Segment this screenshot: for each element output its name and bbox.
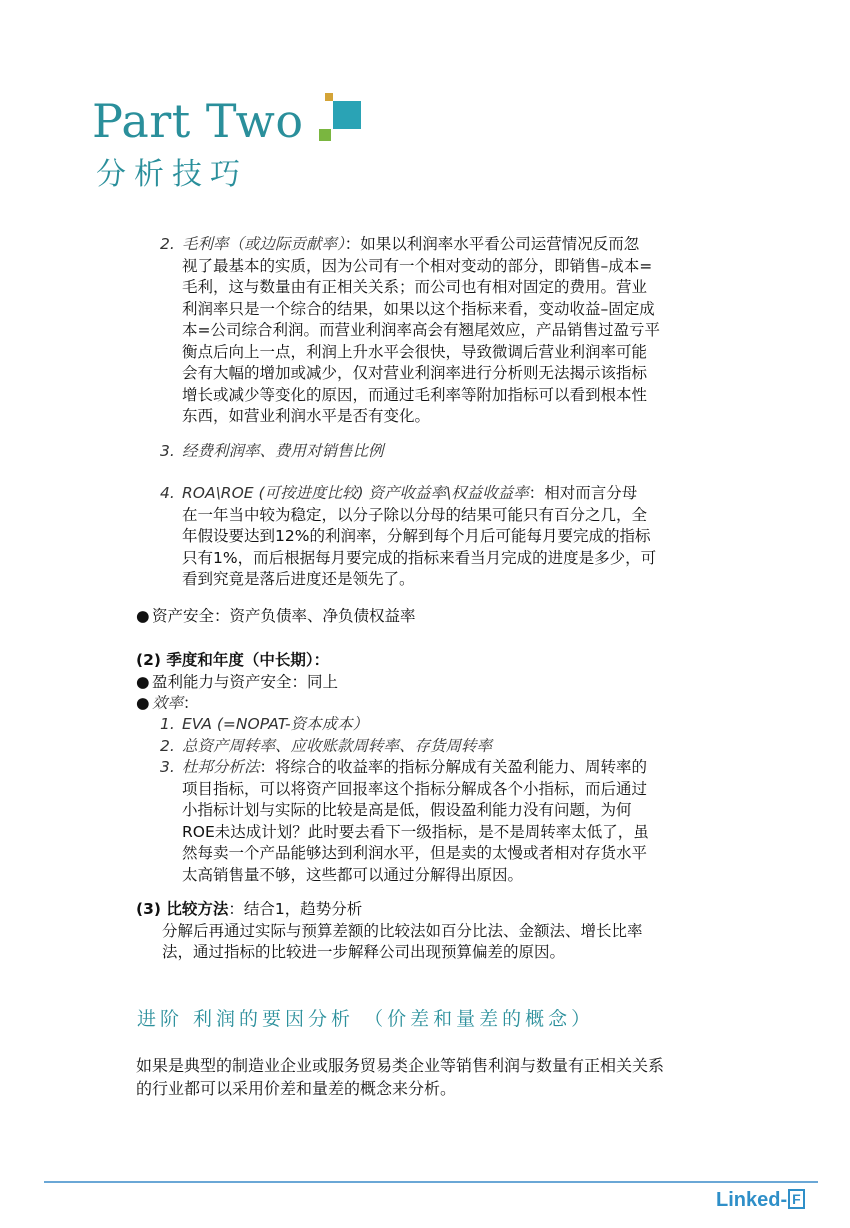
eff-3-line-6: 太高销售量不够，这些都可以通过分解得出原因。 [182,865,524,884]
item-2 [160,234,720,428]
eff-1-number: 1. [160,715,175,733]
footer-divider [44,1181,818,1183]
bullet-icon: ● [136,672,150,691]
comparison-line-1: 分解后再通过实际与预算差额的比较法如百分比法、金额法、增长比率 [162,921,643,940]
brand-text: Linked- [716,1189,788,1211]
asset-safety-bullet [136,606,736,628]
item-4-line-5: 看到究竟是落后进度还是领先了。 [182,570,415,588]
item-4-line-2: 在一年当中较为稳定，以分子除以分母的结果可能只有百分之几，全 [182,505,648,524]
eff-3-line-5: 然每卖一个产品能够达到利润水平，但是卖的太慢或者相对存货水平 [182,844,648,862]
deco-square-teal [333,101,361,129]
comparison-block [136,899,736,964]
section-2-line-1: 如果是典型的制造业企业或服务贸易类企业等销售利润与数量有正相关关系 [136,1056,665,1075]
item-3 [160,441,720,463]
item-2-line-1: ：如果以利润率水平看公司运营情况反而忽 [344,235,640,253]
mid-bullet-2: 效率 [152,694,184,712]
brand-box: F [788,1189,805,1209]
mid-term-block [136,650,736,715]
part-subtitle: 分析技巧 [96,157,248,192]
deco-square-gold [325,93,333,101]
brand-logo [716,1189,805,1212]
item-2-line-6: 衡点后向上一点，利润上升水平会很快，导致微调后营业利润率可能 [182,342,648,361]
eff-3-line-2: 项目指标，可以将资产回报率这个指标分解成各个小指标，而后通过 [182,779,648,798]
section-2-body [136,1054,756,1100]
item-4-title: ROA\ROE (可按进度比较) 资产收益率\权益收益率 [182,484,529,502]
item-2-line-5: 本=公司综合利润。而营业利润率高会有翘尾效应，产品销售过盈亏平 [182,321,660,339]
eff-3-title: 杜邦分析法 [182,758,260,776]
bullet-icon: ● [136,607,150,625]
item-2-line-4: 利润率只是一个综合的结果，如果以这个指标来看，变动收益–固定成 [182,299,655,318]
section-2-line-2: 的行业都可以采用价差和量差的概念来分析。 [136,1079,457,1098]
efficiency-list [160,714,740,757]
item-2-number: 2. [160,235,175,253]
mid-term-heading: (2) 季度和年度（中长期）： [136,651,330,669]
eff-3 [160,757,740,886]
eff-2-number: 2. [160,736,175,755]
item-4-line-4: 只有1%，而后根据每月要完成的指标来看当月完成的进度是多少，可 [182,548,657,567]
item-2-line-2: 视了最基本的实质，因为公司有一个相对变动的部分，即销售–成本= [182,256,653,275]
item-2-title: 毛利率（或边际贡献率） [182,235,345,253]
eff-1-text: EVA (=NOPAT-资本成本） [182,715,369,733]
item-2-line-8: 增长或减少等变化的原因，而通过毛利率等附加指标可以看到根本性 [182,385,648,404]
bullet-icon: ● [136,694,150,712]
item-2-line-7: 会有大幅的增加或减少，仅对营业利润率进行分析则无法揭示该指标 [182,364,648,382]
asset-safety-text: 资产安全：资产负债率、净负债权益率 [152,607,416,625]
eff-2-text: 总资产周转率、应收账款周转率、存货周转率 [182,736,493,755]
eff-3-line-4: ROE未达成计划？此时要去看下一级指标，是不是周转率太低了，虽 [182,822,649,841]
comparison-heading: (3) 比较方法 [136,900,229,918]
mid-bullet-2-colon: ： [183,694,199,712]
item-4-line-3: 年假设要达到12%的利润率，分解到每个月后可能每月要完成的指标 [182,527,651,545]
comparison-line-2: 法，通过指标的比较进一步解释公司出现预算偏差的原因。 [162,943,566,961]
comparison-heading-rest: ：结合1，趋势分析 [228,900,363,918]
eff-3-line-3: 小指标计划与实际的比较是高是低，假设盈利能力没有问题，为何 [182,801,632,819]
deco-square-green [319,129,331,141]
item-2-line-9: 东西，如营业利润水平是否有变化。 [182,407,431,425]
eff-3-line-1: ：将综合的收益率的指标分解成有关盈利能力、周转率的 [259,758,648,776]
part-title: Part Two [92,94,304,148]
item-2-line-3: 毛利，这与数量由有正相关关系；而公司也有相对固定的费用。营业 [182,278,648,296]
item-3-number: 3. [160,442,175,460]
eff-3-number: 3. [160,758,175,776]
section-2-title: 进阶 利润的要因分析 （价差和量差的概念） [137,1008,595,1030]
item-3-title: 经费利润率、费用对销售比例 [182,442,384,460]
item-4 [160,483,720,591]
item-4-number: 4. [160,484,175,502]
item-4-line-1: ：相对而言分母 [528,484,638,502]
mid-bullet-1: 盈利能力与资产安全：同上 [152,672,339,691]
